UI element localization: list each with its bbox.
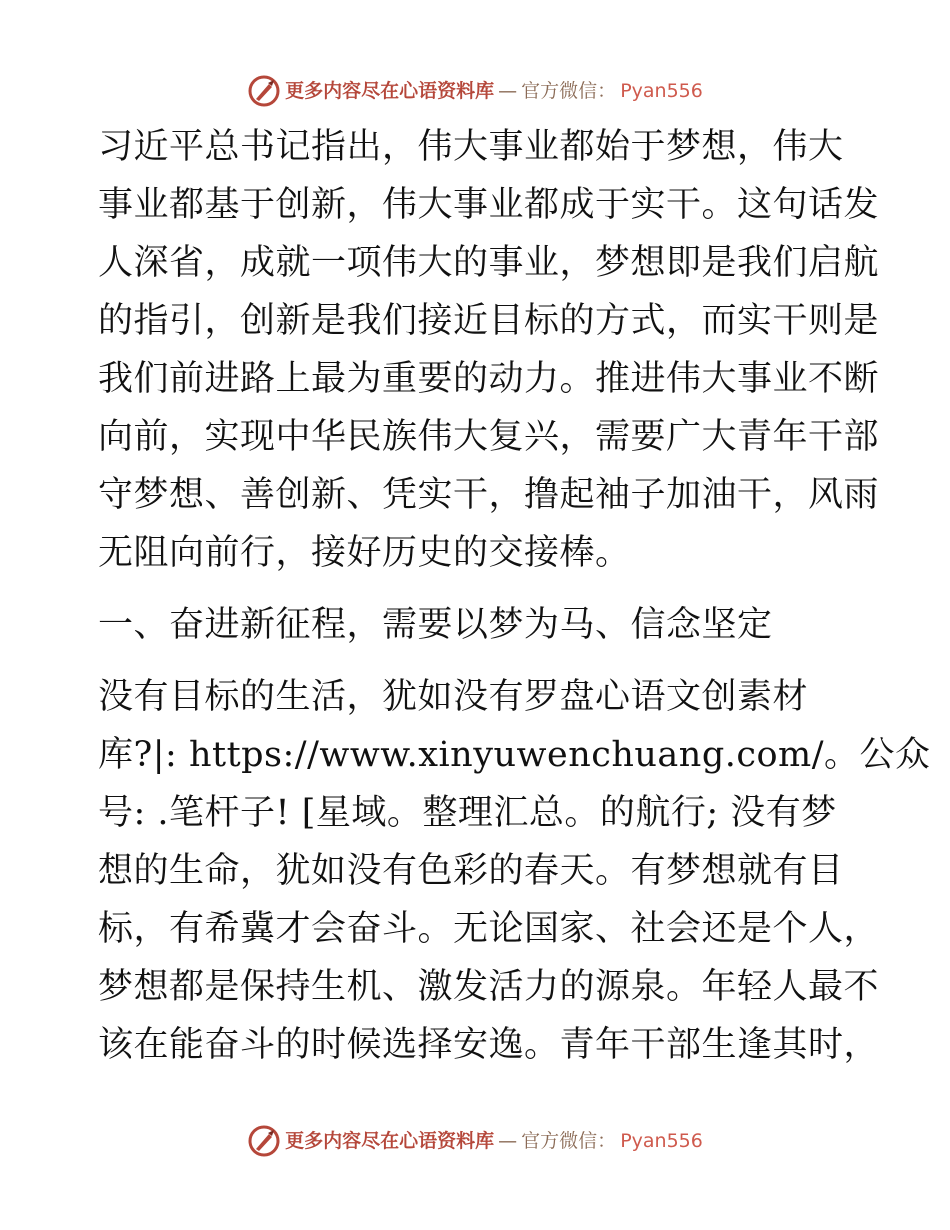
text-line: 我们前进路上最为重要的动力。推进伟大事业不断	[98, 359, 880, 399]
text-line: 该在能奋斗的时候选择安逸。青年干部生逢其时，	[98, 1025, 880, 1065]
text-line: 人深省，成就一项伟大的事业，梦想即是我们启航	[98, 243, 880, 283]
watermark-main-text: 更多内容尽在心语资料库	[285, 1130, 495, 1152]
text-line: 习近平总书记指出，伟大事业都始于梦想，伟大	[98, 127, 844, 167]
text-line: 守梦想、善创新、凭实干，撸起袖子加油干，风雨	[98, 475, 880, 515]
footer-watermark	[0, 1121, 950, 1161]
document-body	[98, 118, 931, 1074]
watermark-main-text: 更多内容尽在心语资料库	[285, 80, 495, 102]
heading-line: 一、奋进新征程，需要以梦为马、信念坚定	[98, 605, 773, 645]
text-line: 想的生命，犹如没有色彩的春天。有梦想就有目	[98, 851, 844, 891]
text-line: 库?|: https://www.xinyuwenchuang.com/。公众	[98, 735, 931, 775]
watermark-separator: —	[498, 1130, 518, 1152]
text-line: 事业都基于创新，伟大事业都成于实干。这句话发	[98, 185, 880, 225]
watermark-wechat-id: Pyan556	[620, 1130, 703, 1152]
header-watermark	[0, 71, 950, 111]
text-line: 标，有希冀才会奋斗。无论国家、社会还是个人，	[98, 909, 880, 949]
watermark-wechat-id: Pyan556	[620, 80, 703, 102]
text-line: 的指引，创新是我们接近目标的方式，而实干则是	[98, 301, 880, 341]
intro-paragraph	[98, 118, 880, 582]
watermark-separator: —	[498, 80, 518, 102]
section-heading	[98, 596, 858, 654]
text-line: 无阻向前行，接好历史的交接棒。	[98, 533, 631, 573]
section-paragraph	[98, 668, 931, 1074]
watermark-wechat-label: 官方微信：	[521, 1130, 617, 1152]
watermark-wechat-label: 官方微信：	[521, 80, 617, 102]
text-line: 梦想都是保持生机、激发活力的源泉。年轻人最不	[98, 967, 880, 1007]
text-line: 没有目标的生活，犹如没有罗盘心语文创素材	[98, 677, 809, 717]
quill-circle-icon	[247, 74, 281, 108]
text-line: 向前，实现中华民族伟大复兴，需要广大青年干部	[98, 417, 880, 457]
text-line: 号: .笔杆子! [星域。整理汇总。的航行; 没有梦	[98, 793, 837, 833]
quill-circle-icon	[247, 1124, 281, 1158]
